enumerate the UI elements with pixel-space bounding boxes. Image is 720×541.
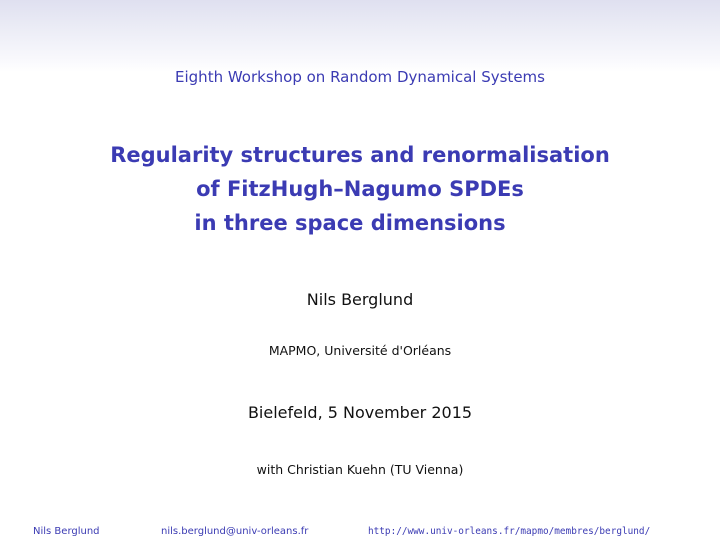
title-line-1: Regularity structures and renormalisation — [110, 143, 610, 167]
title-line-2: of FitzHugh–Nagumo SPDEs — [196, 177, 524, 201]
slide-footer — [0, 526, 720, 541]
author-name: Nils Berglund — [306, 290, 414, 309]
title-line-3: in three space dimensions — [194, 211, 506, 235]
event-name: Eighth Workshop on Random Dynamical Systems — [175, 68, 545, 86]
footer-author: Nils Berglund — [33, 526, 100, 537]
footer-homepage-link[interactable]: http://www.univ-orleans.fr/mapmo/membres/berglund/ — [368, 526, 651, 537]
author-affiliation: MAPMO, Université d'Orléans — [268, 343, 452, 358]
place-and-date: Bielefeld, 5 November 2015 — [247, 403, 473, 422]
footer-email-link[interactable]: nils.berglund@univ-orleans.fr — [161, 526, 309, 537]
collaboration-note: with Christian Kuehn (TU Vienna) — [256, 462, 464, 477]
